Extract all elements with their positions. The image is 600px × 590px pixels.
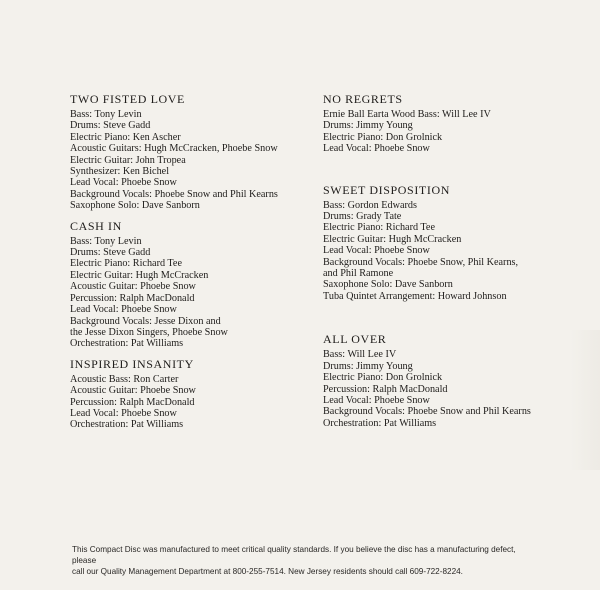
right-column [323,92,563,457]
credit-line: Drums: Jimmy Young [323,360,413,372]
song-title: CASH IN [70,218,122,233]
song-section [70,92,330,212]
credit-line: Background Vocals: Phoebe Snow, Phil Kearns, and Phil Ramone [323,256,519,280]
left-column [70,92,330,438]
credit-line: Drums: Jimmy Young [323,120,413,132]
credit-line: Electric Guitar: Hugh McCracken [323,233,462,245]
credit-line: Drums: Grady Tate [323,211,402,223]
credit-line: Electric Piano: Richard Tee [323,222,435,234]
credit-line: Percussion: Ralph MacDonald [70,292,195,304]
credit-line: Orchestration: Pat Williams [70,338,184,350]
credit-line: Lead Vocal: Phoebe Snow [70,407,177,419]
credit-line: Background Vocals: Phoebe Snow and Phil Kearns [70,188,278,200]
edge-shading [570,330,600,470]
credit-line: Percussion: Ralph MacDonald [323,383,448,395]
song-title: ALL OVER [323,332,387,347]
credit-line: Lead Vocal: Phoebe Snow [70,304,177,316]
credit-line: Orchestration: Pat Williams [70,419,184,431]
credit-line: Synthesizer: Ken Bichel [70,166,170,178]
credit-line: Bass: Tony Levin [70,109,142,120]
credit-line: Bass: Tony Levin [70,235,142,247]
song-title: NO REGRETS [323,92,403,106]
credit-line: Drums: Steve Gadd [70,120,151,132]
credit-line: Acoustic Guitar: Phoebe Snow [70,385,196,397]
credit-line: Electric Piano: Richard Tee [70,258,182,270]
song-section [323,92,563,155]
credit-line: Electric Piano: Ken Ascher [70,131,181,143]
credit-line: Electric Piano: Don Grolnick [323,131,443,143]
song-section [70,357,330,431]
credit-line: Background Vocals: Phoebe Snow and Phil Kearns [323,406,531,418]
credit-line: Background Vocals: Jesse Dixon and the Jesse Dixon Singers, Phoebe Snow [70,315,228,338]
credit-line: Bass: Gordon Edwards [323,199,417,211]
song-section [323,183,563,303]
credit-line: Lead Vocal: Phoebe Snow [323,143,430,155]
quality-notice [72,544,542,577]
credit-line: Percussion: Ralph MacDonald [70,396,195,408]
credit-line: Tuba Quintet Arrangement: Howard Johnson [323,290,507,302]
credit-line: Lead Vocal: Phoebe Snow [323,394,430,406]
quality-notice-line-2: call our Quality Management Department at 800-255-7514. New Jersey residents should call 609-722-8224. [72,567,463,576]
quality-notice-line-1: This Compact Disc was manufactured to meet critical quality standards. If you believe the disc has a manufacturing defect, please [72,545,516,565]
song-section [70,219,330,350]
credit-line: Saxophone Solo: Dave Sanborn [323,279,453,291]
credit-line: Acoustic Guitars: Hugh McCracken, Phoebe Snow [70,143,278,155]
song-section [323,332,563,429]
credit-line: Electric Piano: Don Grolnick [323,372,443,384]
credit-line: Lead Vocal: Phoebe Snow [323,245,430,257]
credit-line: Electric Guitar: Hugh McCracken [70,269,209,281]
credit-line: Ernie Ball Earta Wood Bass: Will Lee IV [323,109,491,120]
credit-line: Lead Vocal: Phoebe Snow [70,177,177,189]
credit-line: Acoustic Bass: Ron Carter [70,373,179,385]
song-title: INSPIRED INSANITY [70,356,194,371]
credit-line: Electric Guitar: John Tropea [70,154,186,166]
credit-line: Saxophone Solo: Dave Sanborn [70,200,200,212]
song-title: SWEET DISPOSITION [323,182,450,197]
credit-line: Drums: Steve Gadd [70,247,151,259]
credit-line: Bass: Will Lee IV [323,349,397,361]
credit-line: Orchestration: Pat Williams [323,417,437,429]
song-title: TWO FISTED LOVE [70,92,185,106]
credit-line: Acoustic Guitar: Phoebe Snow [70,281,196,293]
